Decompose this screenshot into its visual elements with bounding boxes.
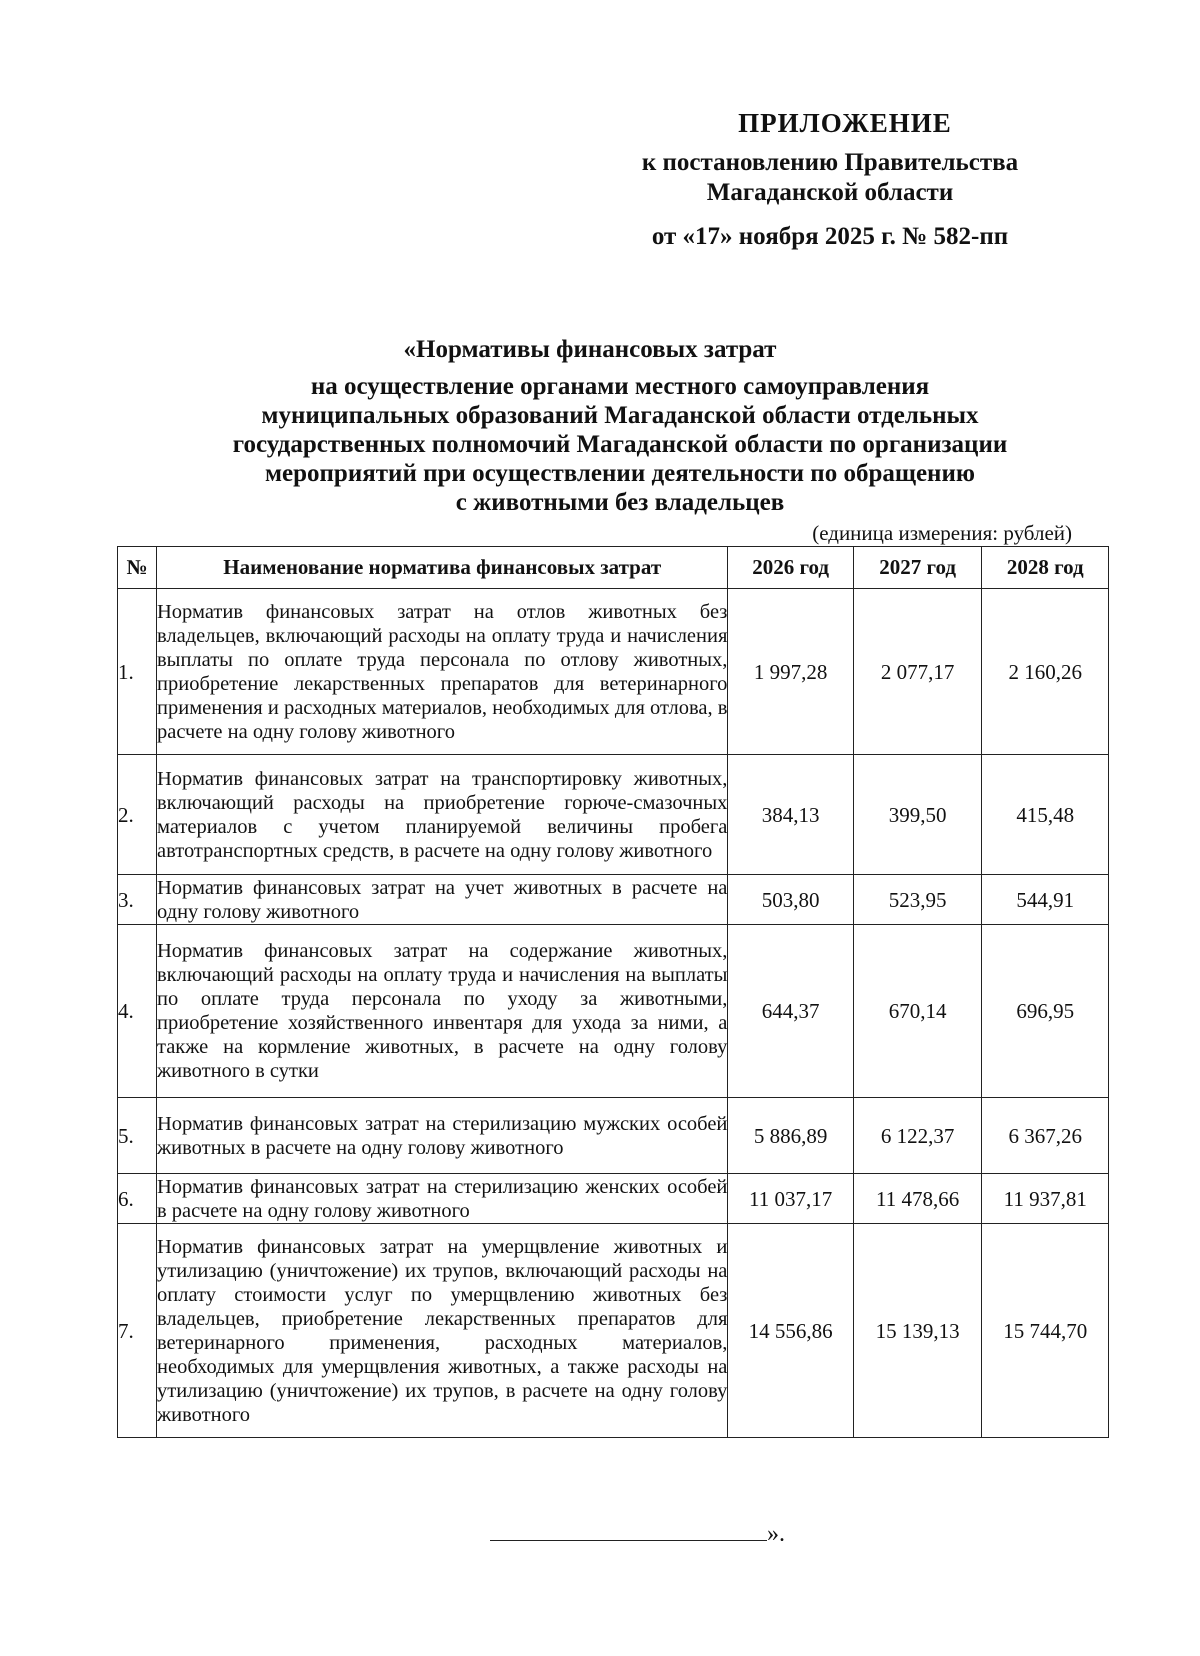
row-value-2027: 670,14 — [853, 925, 982, 1098]
row-num: 1. — [118, 589, 157, 755]
row-num: 7. — [118, 1224, 157, 1438]
row-value-2028: 2 160,26 — [982, 589, 1109, 755]
appendix-title: ПРИЛОЖЕНИЕ — [738, 108, 952, 138]
row-num: 3. — [118, 875, 157, 925]
table-row — [118, 925, 1109, 1098]
row-value-2026: 5 886,89 — [728, 1098, 853, 1174]
row-name: Норматив финансовых затрат на содержание животных, включающий расходы на оплату труда и начисления на выплаты по оплате труда персонала по уходу за животными, приобретение хозяйственного инвентаря для ухода за ними, а также на кормление животных, в расчете на одну голову животного в сутки — [157, 925, 728, 1098]
row-value-2027: 15 139,13 — [853, 1224, 982, 1438]
table-row — [118, 1174, 1109, 1224]
row-value-2027: 2 077,17 — [853, 589, 982, 755]
norms-table — [117, 546, 1109, 1438]
closing-mark — [490, 1518, 785, 1548]
row-value-2028: 415,48 — [982, 755, 1109, 875]
row-value-2027: 399,50 — [853, 755, 982, 875]
appendix-line-1: к постановлению Правительства — [641, 149, 1019, 176]
row-name: Норматив финансовых затрат на стерилизацию мужских особей животных в расчете на одну голову животного — [157, 1098, 728, 1174]
row-value-2027: 6 122,37 — [853, 1098, 982, 1174]
row-num: 2. — [118, 755, 157, 875]
appendix-header — [600, 108, 1060, 252]
row-value-2026: 384,13 — [728, 755, 853, 875]
row-value-2028: 696,95 — [982, 925, 1109, 1098]
closing-rule — [490, 1518, 767, 1541]
title-main: «Нормативы финансовых затрат — [403, 336, 777, 363]
table-header-row — [118, 547, 1109, 589]
row-value-2027: 523,95 — [853, 875, 982, 925]
row-value-2028: 15 744,70 — [982, 1224, 1109, 1438]
closing-quote: ». — [767, 1521, 785, 1547]
appendix-line-2: Магаданской области — [706, 179, 954, 206]
row-name: Норматив финансовых затрат на транспортировку животных, включающий расходы на приобретение горюче-смазочных материалов с учетом планируемой величины пробега автотранспортных средств, в расчете на одну голову животного — [157, 755, 728, 875]
header-2027: 2027 год — [853, 547, 982, 589]
row-value-2026: 644,37 — [728, 925, 853, 1098]
row-value-2028: 544,91 — [982, 875, 1109, 925]
row-num: 4. — [118, 925, 157, 1098]
header-2028: 2028 год — [982, 547, 1109, 589]
row-name: Норматив финансовых затрат на стерилизацию женских особей в расчете на одну голову животного — [157, 1175, 728, 1222]
row-value-2026: 1 997,28 — [728, 589, 853, 755]
table-row — [118, 589, 1109, 755]
row-num: 6. — [118, 1174, 157, 1224]
table-row — [118, 875, 1109, 925]
appendix-date: от «17» ноября 2025 г. № 582-пп — [651, 223, 1009, 250]
row-name: Норматив финансовых затрат на умерщвление животных и утилизацию (уничтожение) их трупов, включающий расходы на оплату стоимости услуг по умерщвлению животных без владельцев, приобретение лекарственных препаратов для ветеринарного применения, расходных материалов, необходимых для умерщвления животных, а также расходы на утилизацию (уничтожение) их трупов, в расчете на одну голову животного — [157, 1224, 728, 1438]
row-value-2028: 6 367,26 — [982, 1098, 1109, 1174]
document-title — [160, 335, 1080, 517]
header-name: Наименование норматива финансовых затрат — [157, 547, 728, 589]
title-subtitle: на осуществление органами местного самоуправления муниципальных образований Магаданской области отдельных государственных полномочий Магаданской области по организации мероприятий при осуществлении деятельности по обращению с животными без владельцев — [232, 373, 1008, 516]
row-value-2028: 11 937,81 — [982, 1174, 1109, 1224]
row-value-2026: 503,80 — [728, 875, 853, 925]
header-2026: 2026 год — [728, 547, 853, 589]
row-num: 5. — [118, 1098, 157, 1174]
header-num: № — [118, 547, 157, 589]
table-row — [118, 755, 1109, 875]
table-row — [118, 1224, 1109, 1438]
row-value-2026: 11 037,17 — [728, 1174, 853, 1224]
row-name: Норматив финансовых затрат на отлов животных без владельцев, включающий расходы на оплату труда и начисления выплаты по оплате труда персонала по отлову животных, приобретение лекарственных препаратов для ветеринарного применения и расходных материалов, необходимых для отлова, в расчете на одну голову животного — [157, 589, 728, 755]
row-value-2026: 14 556,86 — [728, 1224, 853, 1438]
row-name: Норматив финансовых затрат на учет животных в расчете на одну голову животного — [157, 876, 728, 923]
unit-note: (единица измерения: рублей) — [812, 521, 1072, 545]
row-value-2027: 11 478,66 — [853, 1174, 982, 1224]
table-row — [118, 1098, 1109, 1174]
